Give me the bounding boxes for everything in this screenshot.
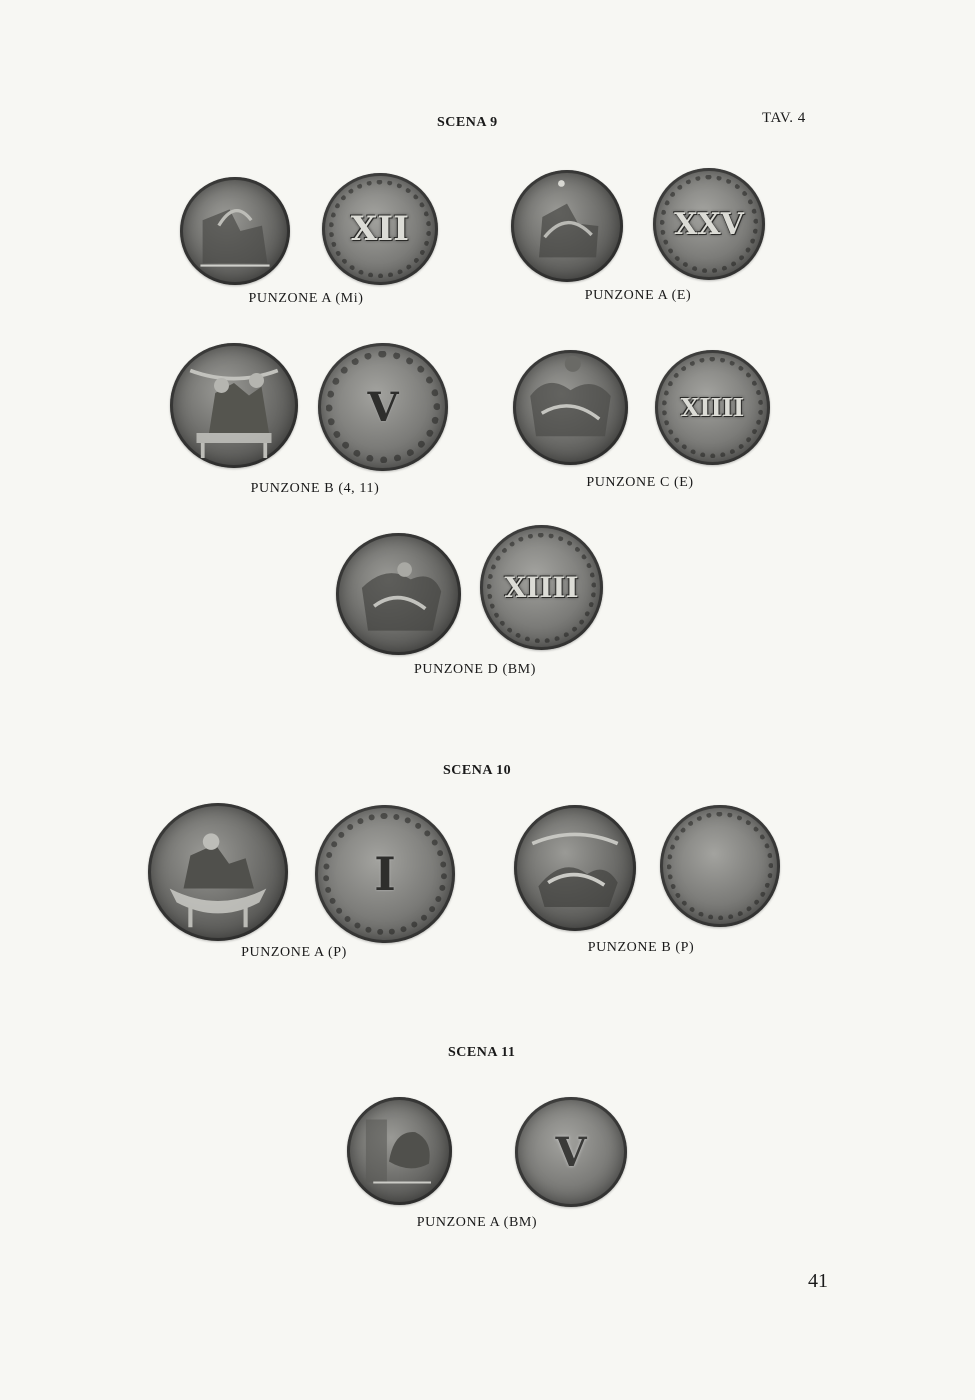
coin-caption: PUNZONE A (BM) [416,1215,538,1230]
coin-reverse [655,350,770,465]
section-heading-scena-9: SCENA 9 [437,115,498,130]
coin-caption: PUNZONE C (E) [586,475,694,490]
coin-obverse [170,343,298,468]
plate-label: TAV. 4 [762,110,806,126]
coin-reverse [322,173,438,285]
reverse-numeral: XIIII [504,571,579,604]
coin-caption: PUNZONE A (Mi) [248,291,364,306]
coin-caption: PUNZONE D (BM) [414,662,536,677]
coin-reverse [515,1097,627,1207]
coin-reverse [480,525,603,650]
coin-reverse [318,343,448,471]
section-heading-scena-11: SCENA 11 [448,1045,516,1060]
reverse-numeral: V [555,1128,587,1176]
coin-caption: PUNZONE B (P) [587,940,695,955]
coin-caption: PUNZONE A (E) [584,288,692,303]
reverse-numeral: I [374,847,396,901]
coin-obverse [336,533,461,655]
page-number: 41 [808,1270,828,1292]
coin-caption: PUNZONE B (4, 11) [250,481,380,496]
coin-reverse [660,805,780,927]
coin-reverse [653,168,765,280]
coin-obverse [148,803,288,941]
reverse-numeral: XII [350,209,410,249]
reverse-numeral: XIIII [680,393,745,422]
section-heading-scena-10: SCENA 10 [443,763,512,778]
coin-caption: PUNZONE A (P) [241,945,347,960]
coin-obverse [514,805,636,931]
reverse-numeral: XXV [674,206,744,242]
coin-obverse [511,170,623,282]
coin-reverse [315,805,455,943]
reverse-numeral: V [367,383,399,431]
coin-obverse [513,350,628,465]
reverse-numeral [660,805,780,927]
coin-obverse [347,1097,452,1205]
coin-obverse [180,177,290,285]
